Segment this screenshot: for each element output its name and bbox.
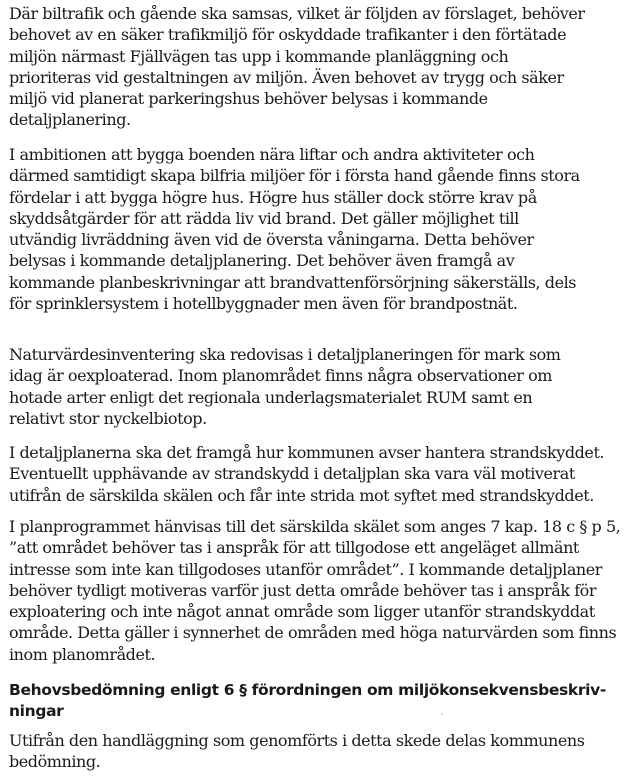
text-line: miljö vid planerat parkeringshus behöver belysas i kommande (9, 89, 488, 109)
text-line: kommande planbeskrivningar att brandvattenförsörjning säkerställs, dels (9, 272, 577, 292)
text-line: fördelar i att bygga högre hus. Högre hus ställer dock större krav på (9, 187, 537, 207)
text-line: Naturvärdesinventering ska redovisas i detaljplaneringen för mark som (9, 345, 561, 364)
text-line: exploatering och inte något annat område som ligger utanför strandskyddat (9, 602, 595, 622)
paragraph-shore-protection (9, 442, 625, 506)
text-line: Utifrån den handläggning som genomförts i detta skede delas kommunens (9, 731, 585, 750)
paragraph-nature-inventory (9, 344, 625, 429)
text-line: detaljplanering. (9, 110, 131, 130)
text-line: därmed samtidigt skapa bilfria miljöer för i första hand gående finns stora (9, 166, 580, 186)
text-line: utifrån de särskilda skälen och får inte strida mot syftet med strandskyddet. (9, 485, 594, 505)
paragraph-traffic-safety (9, 3, 625, 131)
text-line: idag är oexploaterad. Inom planområdet finns några observationer om (9, 366, 553, 386)
text-line: intresse som inte kan tillgodoses utanför området”. I kommande detaljplaner (9, 559, 602, 579)
text-line: Där biltrafik och gående ska samsas, vilket är följden av förslaget, behöver (9, 4, 585, 23)
paragraph-assessment (9, 730, 625, 773)
heading-line: Behovsbedömning enligt 6 § förordningen om miljökonsekvensbeskriv- (9, 681, 606, 699)
section-heading (9, 680, 625, 722)
text-line: I detaljplanerna ska det framgå hur kommunen avser hantera strandskyddet. (9, 443, 605, 462)
text-line: ”att området behöver tas i anspråk för att tillgodose ett angeläget allmänt (9, 538, 579, 558)
paragraph-plan-program (9, 516, 625, 665)
text-line: skyddsåtgärder för att rädda liv vid brand. Det gäller möjlighet till (9, 208, 519, 228)
text-line: belysas i kommande detaljplanering. Det behöver även framgå av (9, 251, 515, 271)
paragraph-fire-safety (9, 144, 625, 314)
heading-line: ningar (9, 702, 64, 720)
text-line: behovet av en säker trafikmiljö för oskyddade trafikanter i den förtätade (9, 25, 567, 45)
text-line: prioriteras vid gestaltningen av miljön. Även behovet av trygg och säker (9, 67, 564, 87)
text-line: område. Detta gäller i synnerhet de områden med höga naturvärden som finns (9, 623, 617, 643)
text-line: I planprogrammet hänvisas till det särskilda skälet som anges 7 kap. 18 c § p 5, (9, 517, 621, 536)
text-line: inom planområdet. (9, 644, 156, 664)
text-line: Eventuellt upphävande av strandskydd i detaljplan ska vara väl motiverat (9, 464, 575, 484)
text-line: hotade arter enligt det regionala underlagsmaterialet RUM samt en (9, 387, 533, 407)
scan-speck: ‘ (441, 712, 444, 721)
text-line: för sprinklersystem i hotellbyggnader men även för brandpostnät. (9, 294, 518, 314)
text-line: behöver tydligt motiveras varför just detta område behöver tas i anspråk för (9, 580, 597, 600)
text-line: relativt stor nyckelbiotop. (9, 408, 207, 428)
text-line: utvändig livräddning även vid de översta våningarna. Detta behöver (9, 230, 534, 250)
text-line: I ambitionen att bygga boenden nära liftar och andra aktiviteter och (9, 145, 535, 164)
text-line: miljön närmast Fjällvägen tas upp i kommande planläggning och (9, 46, 509, 66)
text-line: bedömning. (9, 752, 101, 772)
